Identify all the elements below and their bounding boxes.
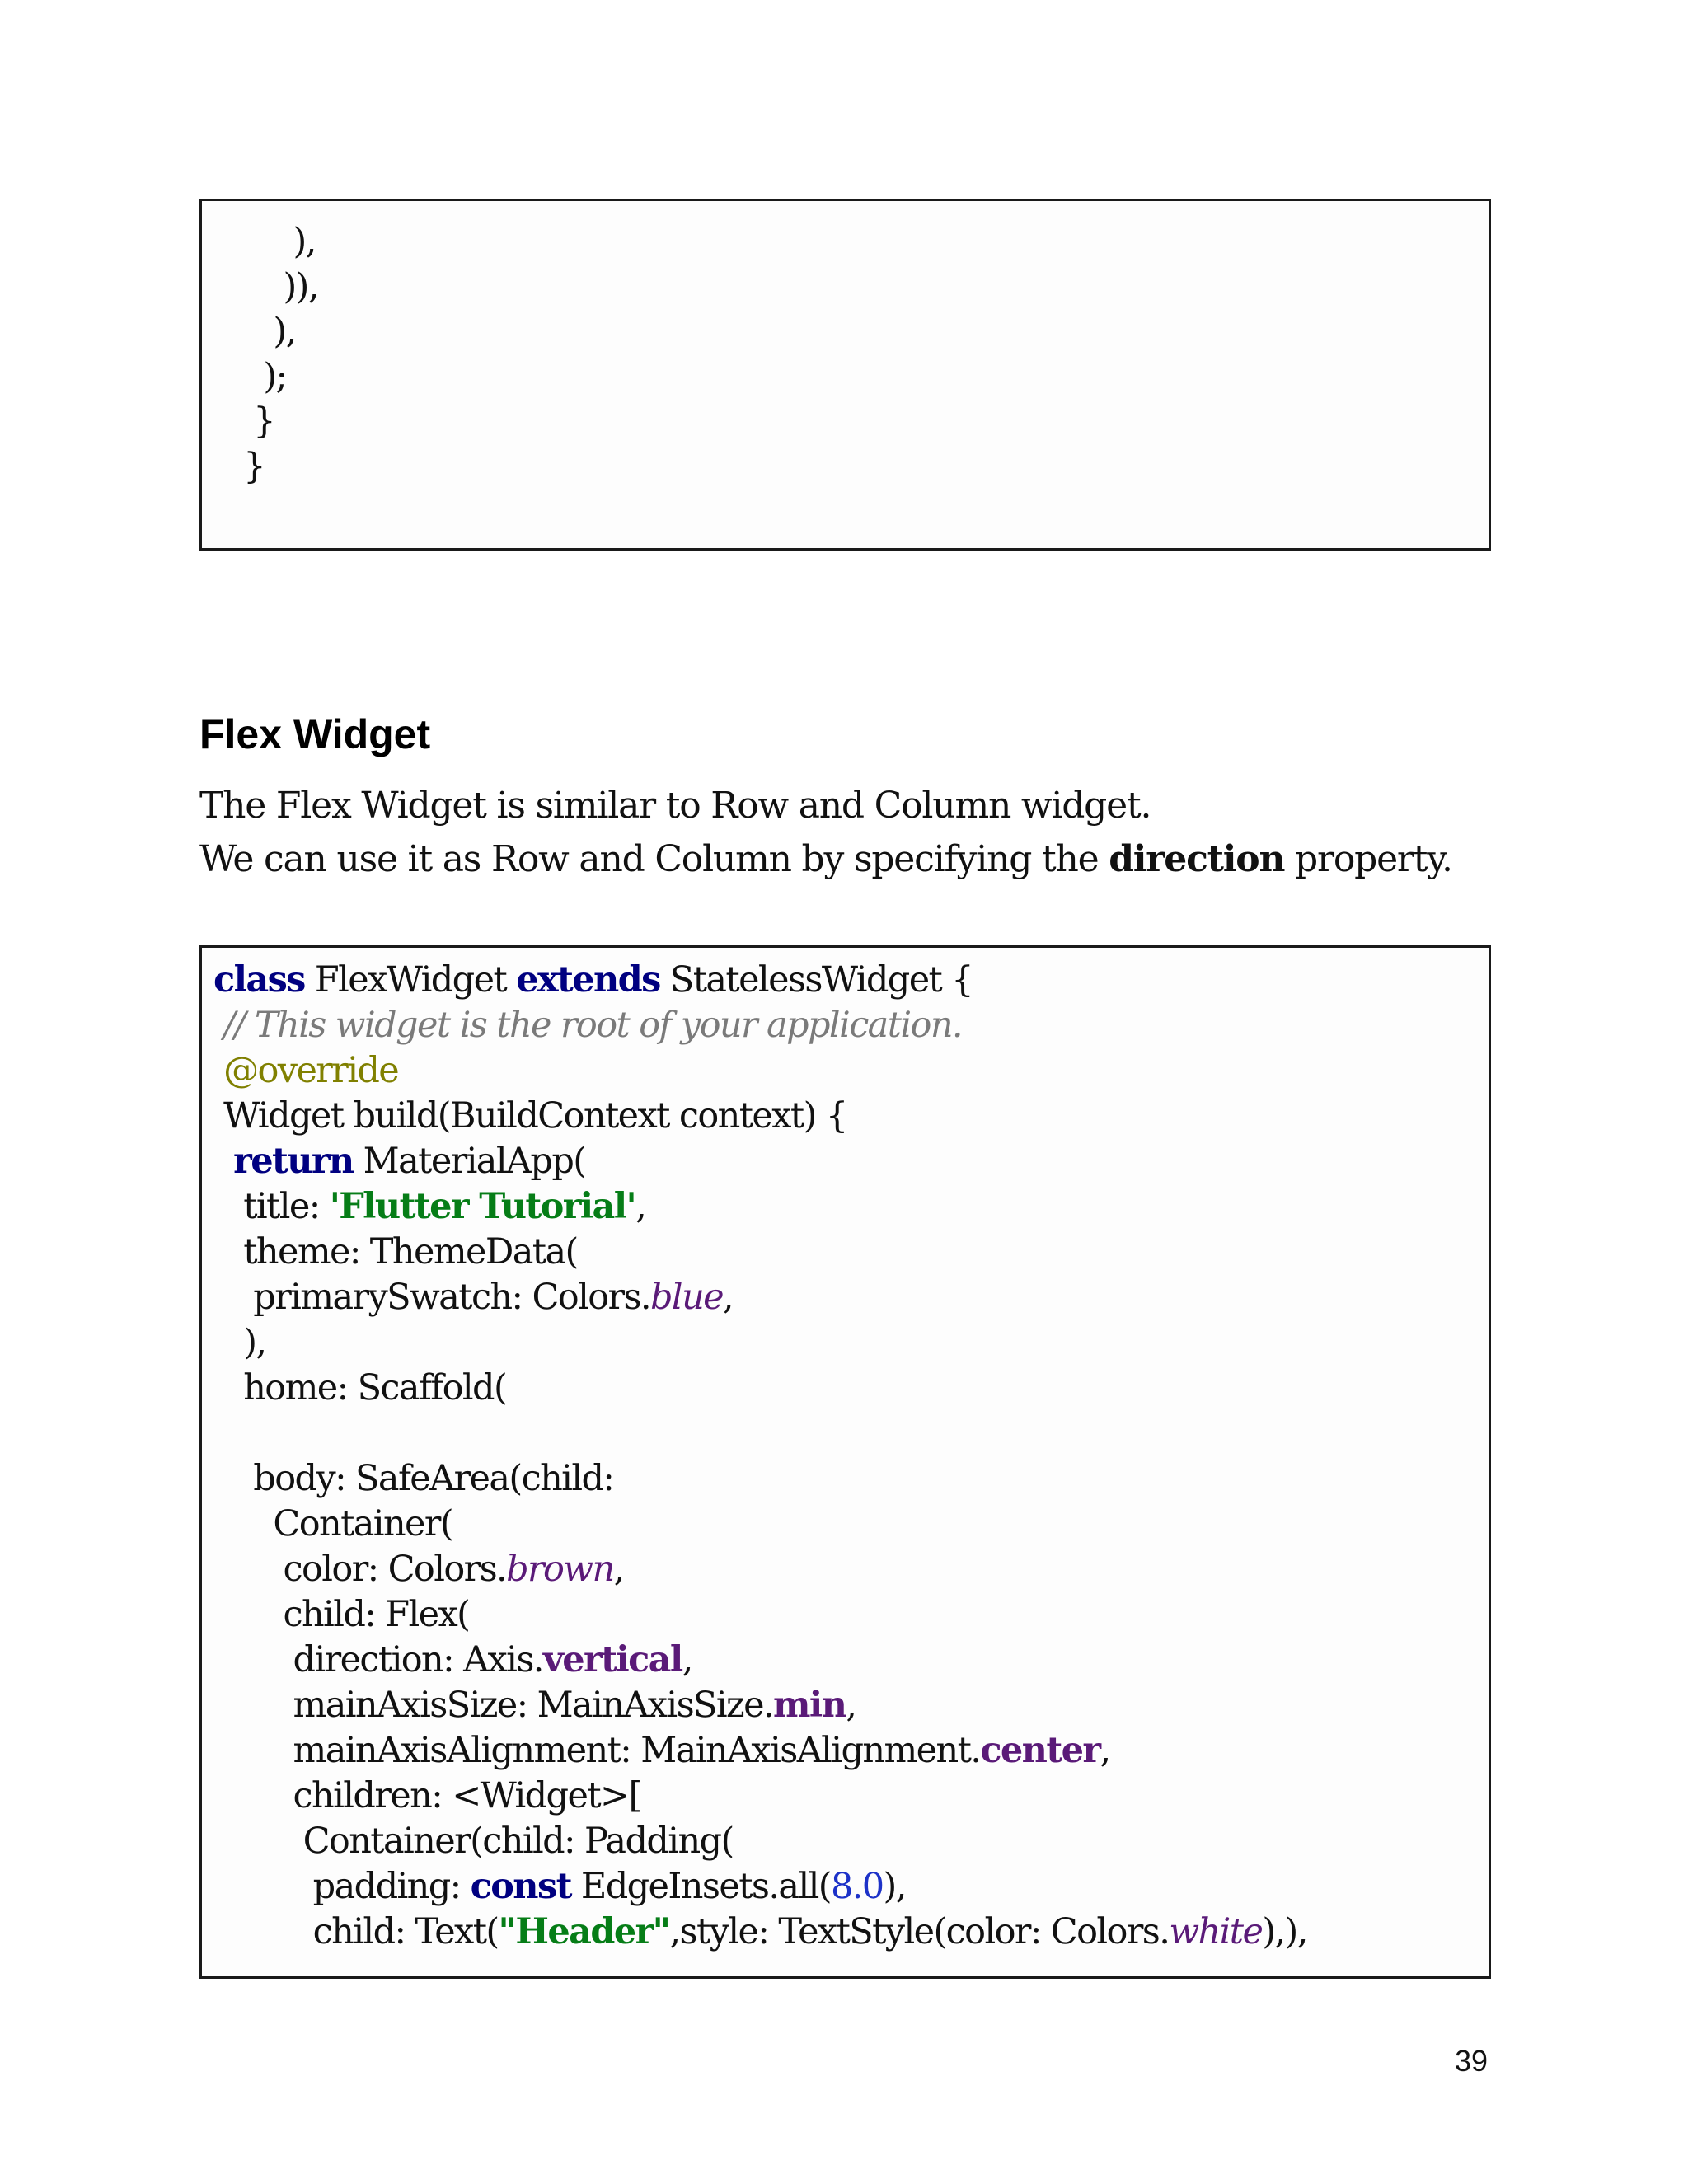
code-line	[202, 958, 1489, 1003]
intro-paragraph-1: The Flex Widget is similar to Row and Column widget.	[199, 785, 1151, 827]
code-token: body: SafeArea(child:	[213, 1458, 614, 1499]
code-line	[202, 444, 1489, 490]
code-line	[202, 1683, 1489, 1728]
code-token: children: <Widget>[	[213, 1775, 641, 1816]
code-token: blue	[650, 1277, 724, 1318]
code-token: ,	[846, 1685, 856, 1726]
code-token: return	[233, 1141, 354, 1182]
code-line	[202, 1592, 1489, 1638]
section-title: Flex Widget	[199, 711, 431, 757]
code-token: min	[773, 1685, 846, 1726]
code-token: ,	[635, 1186, 646, 1227]
code-line	[202, 219, 1489, 265]
code-token: home: Scaffold(	[213, 1367, 507, 1408]
code-token: ),	[213, 311, 296, 352]
code-line	[202, 1502, 1489, 1547]
code-token: vertical	[542, 1639, 682, 1680]
code-line	[202, 1320, 1489, 1366]
code-token: MaterialApp(	[353, 1141, 586, 1182]
code-token: child: Flex(	[213, 1594, 470, 1635]
code-token: ,	[613, 1549, 624, 1590]
code-token: // This widget is the root of your application.	[213, 1005, 963, 1046]
code-line	[202, 1094, 1489, 1139]
intro-paragraph-2-end: property.	[1284, 838, 1452, 880]
code-token: extends	[516, 959, 660, 1001]
code-token: padding:	[213, 1866, 471, 1907]
code-line	[202, 1456, 1489, 1502]
code-line	[202, 1864, 1489, 1910]
code-token: "Header"	[498, 1911, 670, 1952]
code-line	[202, 1819, 1489, 1864]
code-token: StatelessWidget {	[659, 959, 973, 1001]
code-token: white	[1169, 1911, 1263, 1952]
code-line	[202, 309, 1489, 354]
code-token	[213, 1141, 233, 1182]
code-line	[202, 1230, 1489, 1275]
code-token: primarySwatch: Colors.	[213, 1277, 650, 1318]
code-line	[202, 1184, 1489, 1230]
code-line	[202, 1003, 1489, 1048]
code-token: theme: ThemeData(	[213, 1231, 578, 1272]
code-line	[202, 1411, 1489, 1456]
code-token: Widget build(BuildContext context) {	[213, 1095, 847, 1137]
code-token: );	[213, 355, 287, 397]
code-token: const	[470, 1866, 571, 1907]
intro-paragraph-2	[199, 838, 1452, 880]
page-number: 39	[1455, 2044, 1489, 2078]
code-line	[202, 1728, 1489, 1774]
code-line	[202, 1366, 1489, 1411]
code-line	[202, 1275, 1489, 1320]
code-line	[202, 1048, 1489, 1094]
code-token: child: Text(	[213, 1911, 499, 1952]
intro-paragraph-2-start: We can use it as Row and Column by specifying the	[199, 838, 1109, 880]
code-line	[202, 1910, 1489, 1955]
code-token: FlexWidget	[304, 959, 517, 1001]
code-line	[202, 399, 1489, 444]
top-code-block	[199, 199, 1491, 551]
code-token: Container(	[213, 1503, 453, 1544]
code-token: direction: Axis.	[213, 1639, 543, 1680]
code-line	[202, 1638, 1489, 1683]
code-token: )),	[213, 265, 318, 307]
code-token: ,	[682, 1639, 692, 1680]
code-token: mainAxisSize: MainAxisSize.	[213, 1685, 774, 1726]
code-line	[202, 1774, 1489, 1819]
code-token: 8.0	[830, 1866, 884, 1907]
code-token: ),	[883, 1866, 906, 1907]
code-token: }	[213, 401, 275, 442]
flex-widget-code-block	[199, 945, 1491, 1979]
code-token: ),),	[1262, 1911, 1307, 1952]
code-token: center	[980, 1730, 1100, 1771]
code-line	[202, 1547, 1489, 1592]
code-token: ,	[723, 1277, 734, 1318]
code-token: ),	[213, 1322, 266, 1363]
code-token: ),	[213, 221, 316, 262]
code-token: 'Flutter Tutorial'	[329, 1186, 636, 1227]
code-token: EdgeInsets.all(	[570, 1866, 831, 1907]
code-line	[202, 265, 1489, 310]
code-token: Container(child: Padding(	[213, 1821, 734, 1862]
code-token: @override	[213, 1050, 399, 1091]
direction-keyword: direction	[1109, 838, 1285, 880]
code-line	[202, 354, 1489, 400]
code-token: }	[213, 445, 265, 487]
code-token: class	[213, 959, 305, 1001]
code-token: ,	[1100, 1730, 1110, 1771]
code-token: brown	[506, 1549, 614, 1590]
code-token: color: Colors.	[213, 1549, 507, 1590]
code-token: ,style: TextStyle(color: Colors.	[669, 1911, 1170, 1952]
code-token: title:	[213, 1186, 330, 1227]
code-line	[202, 1139, 1489, 1184]
code-token: mainAxisAlignment: MainAxisAlignment.	[213, 1730, 981, 1771]
